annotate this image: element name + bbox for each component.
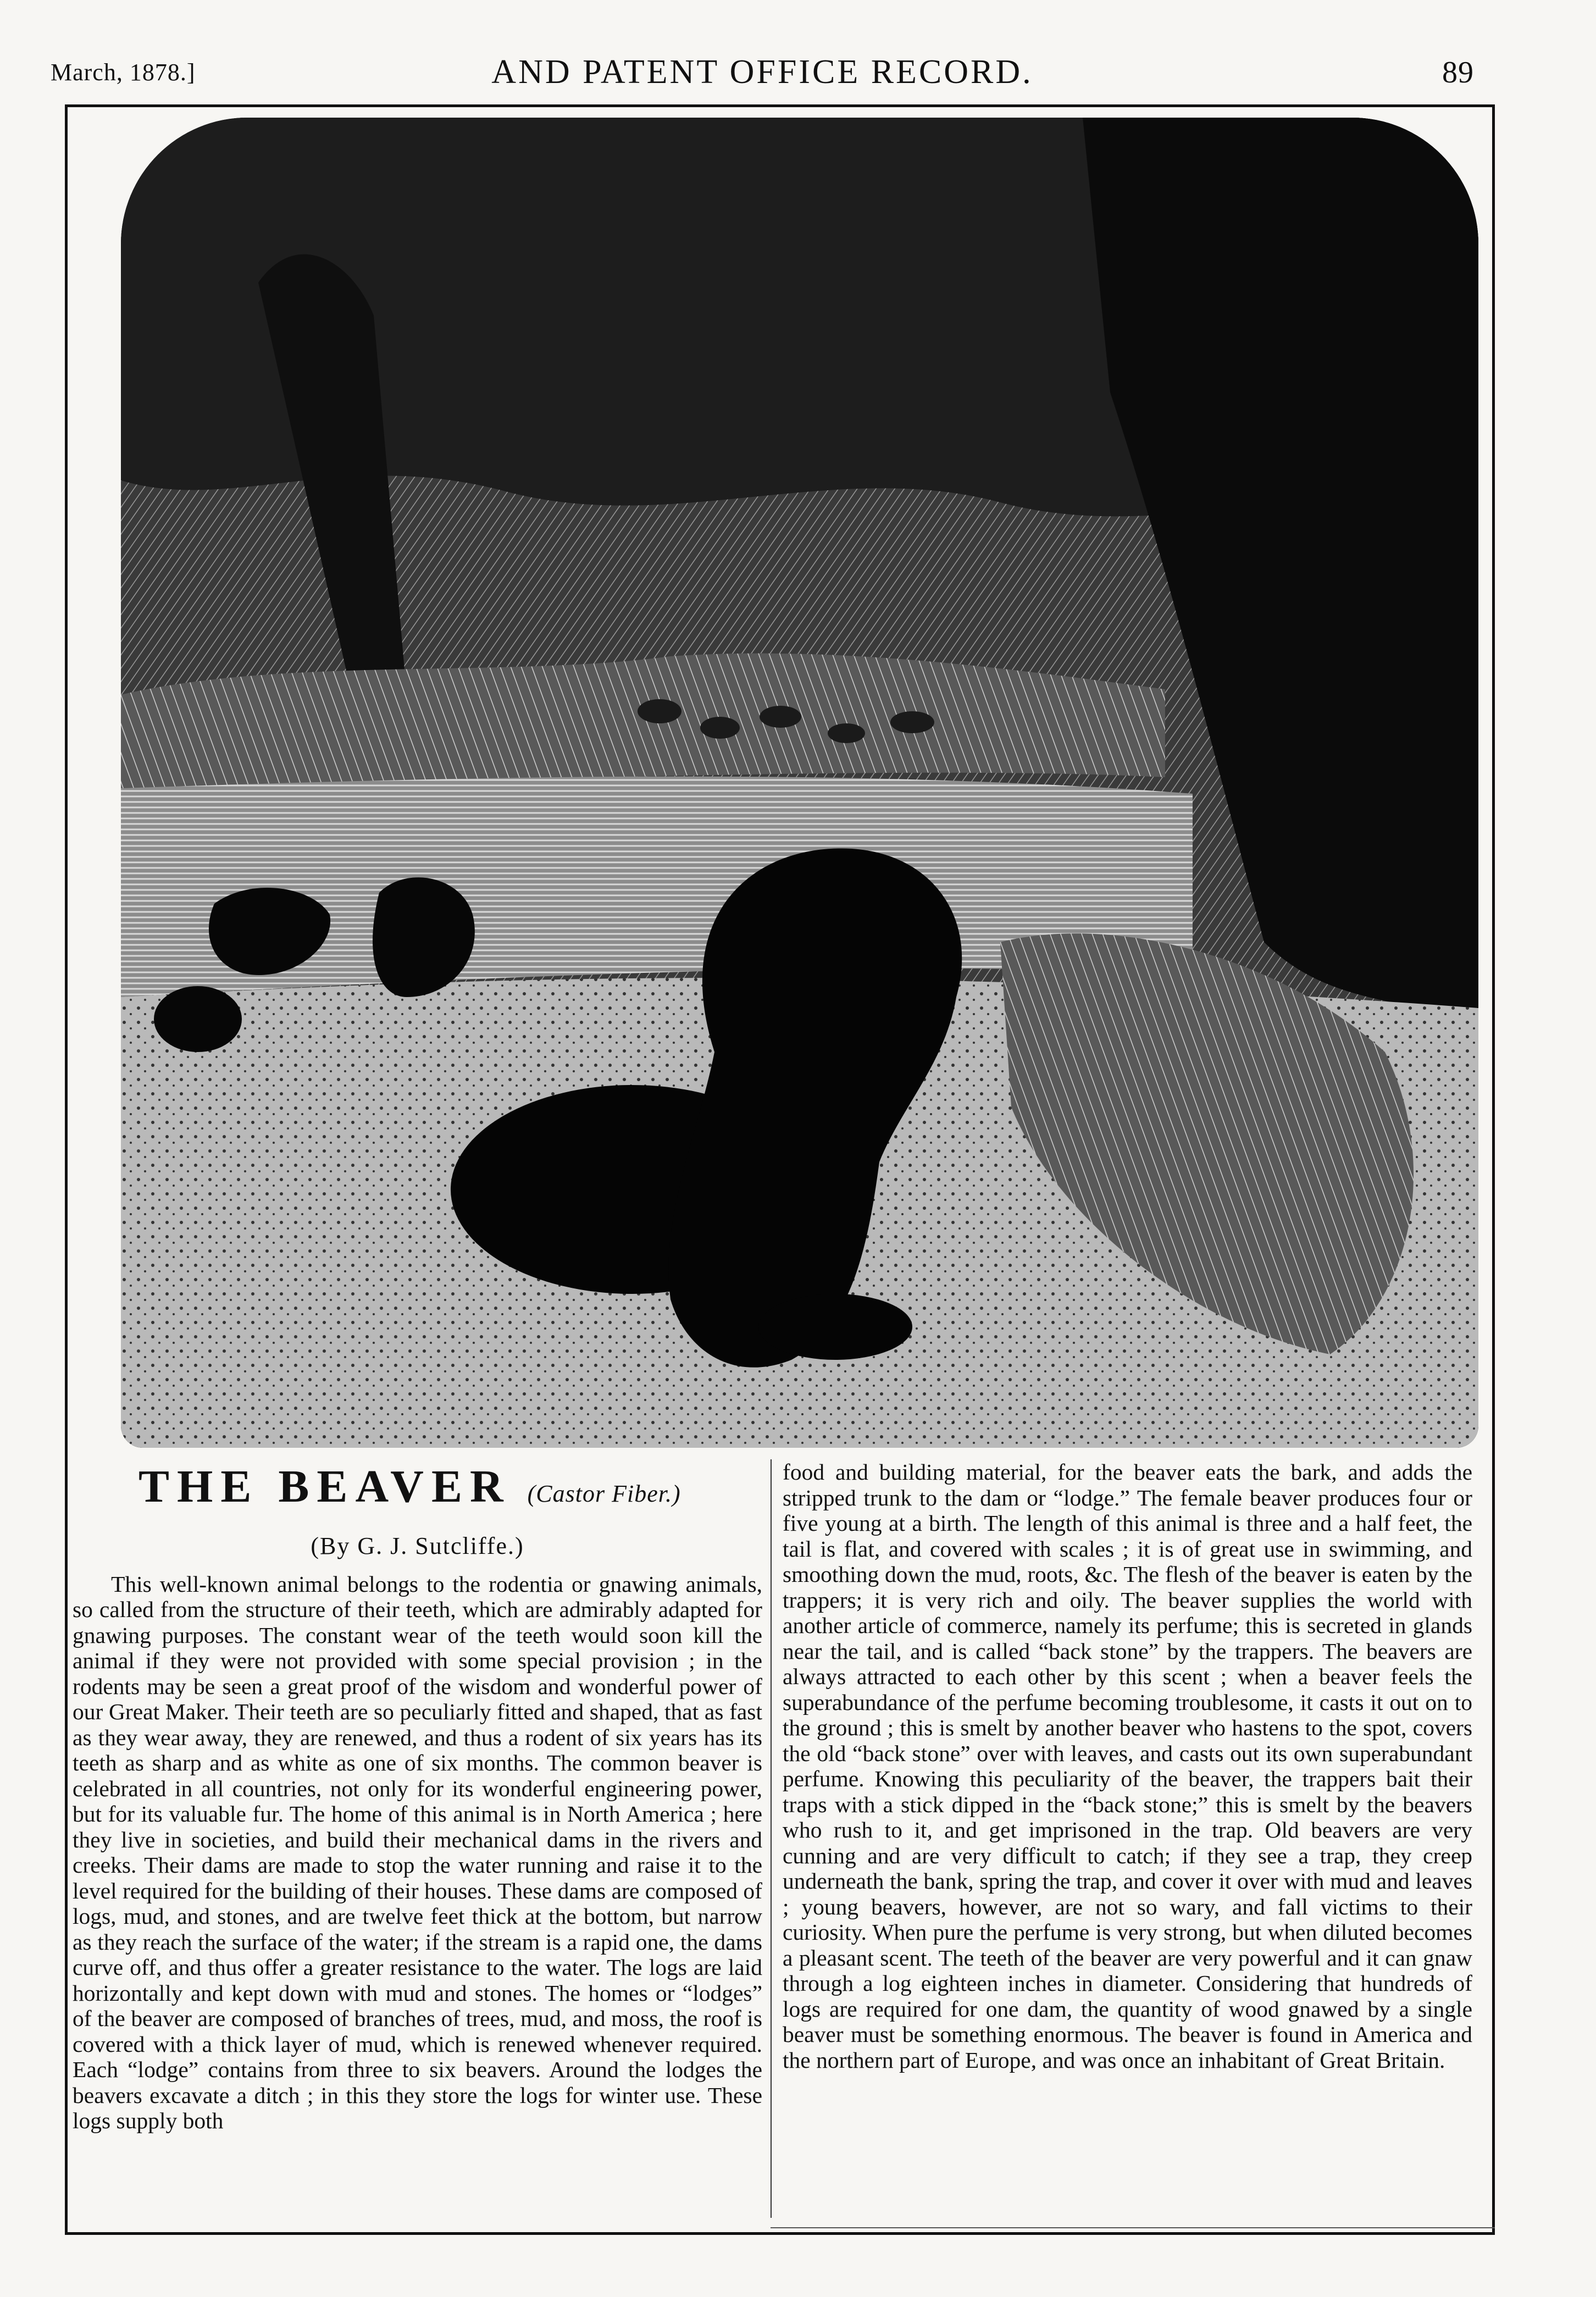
article-byline: (By G. J. Sutcliffe.)	[311, 1532, 524, 1559]
page-number: 89	[1442, 56, 1474, 90]
bottom-rule	[771, 2227, 1495, 2228]
running-head	[51, 47, 1474, 97]
issue-date: March, 1878.]	[51, 59, 196, 86]
publication-title: AND PATENT OFFICE RECORD.	[491, 53, 1033, 91]
article-column-right	[783, 1459, 1472, 2073]
latin-name: (Castor Fiber.)	[527, 1480, 681, 1507]
headline-text: THE BEAVER	[138, 1461, 511, 1512]
article-body-right: food and building material, for the beaver eats the bark, and adds the stripped trunk to the dam or “lodge.” The female beaver produces four or five young at a birth. The length of this animal is three and a half feet, the tail is flat, and covered with scales ; it is of great use in swimming, and smoothing down the mud, roots, &c. The flesh of the beaver is eaten by the trappers; it is very rich and oily. The beaver supplies the world with another article of commerce, namely its perfume; this is secreted in glands near the tail, and is called “back stone” by the trappers. The beavers are always attracted to each other by this scent ; when a beaver feels the superabundance of the perfume becoming troublesome, it casts it out on to the ground ; this is smelt by another beaver who hastens to the spot, covers the old “back stone” over with leaves, and casts out its own superabundant perfume. Knowing this peculiarity of the beaver, the trappers bait their traps with a stick dipped in the “back stone;” this is smelt by the beavers who rush to it, and get imprisoned in the trap. Old beavers are very cunning and are very difficult to catch; if they see a trap, they creep underneath the bank, spring the trap, and cover it over with mud and leaves ; young beavers, however, are not so wary, and fall victims to their curiosity. When pure the perfume is very strong, but when diluted becomes a pleasant scent. The teeth of the beaver are very powerful and it can gnaw through a log eighteen inches in diameter. Considering that hundreds of logs are required for one dam, the quantity of wood gnawed by a single beaver must be something enormous. The beaver is found in America and the northern part of Europe, and was once an inhabitant of Great Britain.	[783, 1459, 1472, 2073]
beaver-engraving-art	[121, 118, 1478, 1448]
article-column-left	[73, 1459, 762, 2134]
article-body-left: This well-known animal belongs to the rodentia or gnawing animals, so called from the structure of their teeth, which are admirably adapted for gnawing purposes. The constant wear of the teeth would soon kill the animal if they were not provided with some special provision ; in the rodents may be seen a great proof of the wisdom and wonderful power of our Great Maker. Their teeth are so peculiarly fitted and shaped, that as fast as they wear away, they are renewed, and thus a rodent of six years has its teeth as sharp and as white as one of six months. The common beaver is celebrated in all countries, not only for its wonderful engineering power, but for its valuable fur. The home of this animal is in North America ; here they live in societies, and build their mechanical dams in the rivers and creeks. Their dams are made to stop the water running and raise it to the level required for the building of their houses. These dams are composed of logs, mud, and stones, and are twelve feet thick at the bottom, but narrow as they reach the surface of the water; if the stream is a rapid one, the dams curve off, and thus offer a greater resistance to the water. The logs are laid horizontally and kept down with mud and stones. The homes or “lodges” of the beaver are composed of branches of trees, mud, and moss, the roof is covered with a thick layer of mud, which is renewed whenever required. Each “lodge” contains from three to six beavers. Around the lodges the beavers excavate a ditch ; in this they store the logs for winter use. These logs supply both	[73, 1571, 762, 2133]
column-divider	[771, 1459, 772, 2218]
article-headline	[138, 1459, 762, 1521]
beaver-engraving	[121, 118, 1478, 1448]
